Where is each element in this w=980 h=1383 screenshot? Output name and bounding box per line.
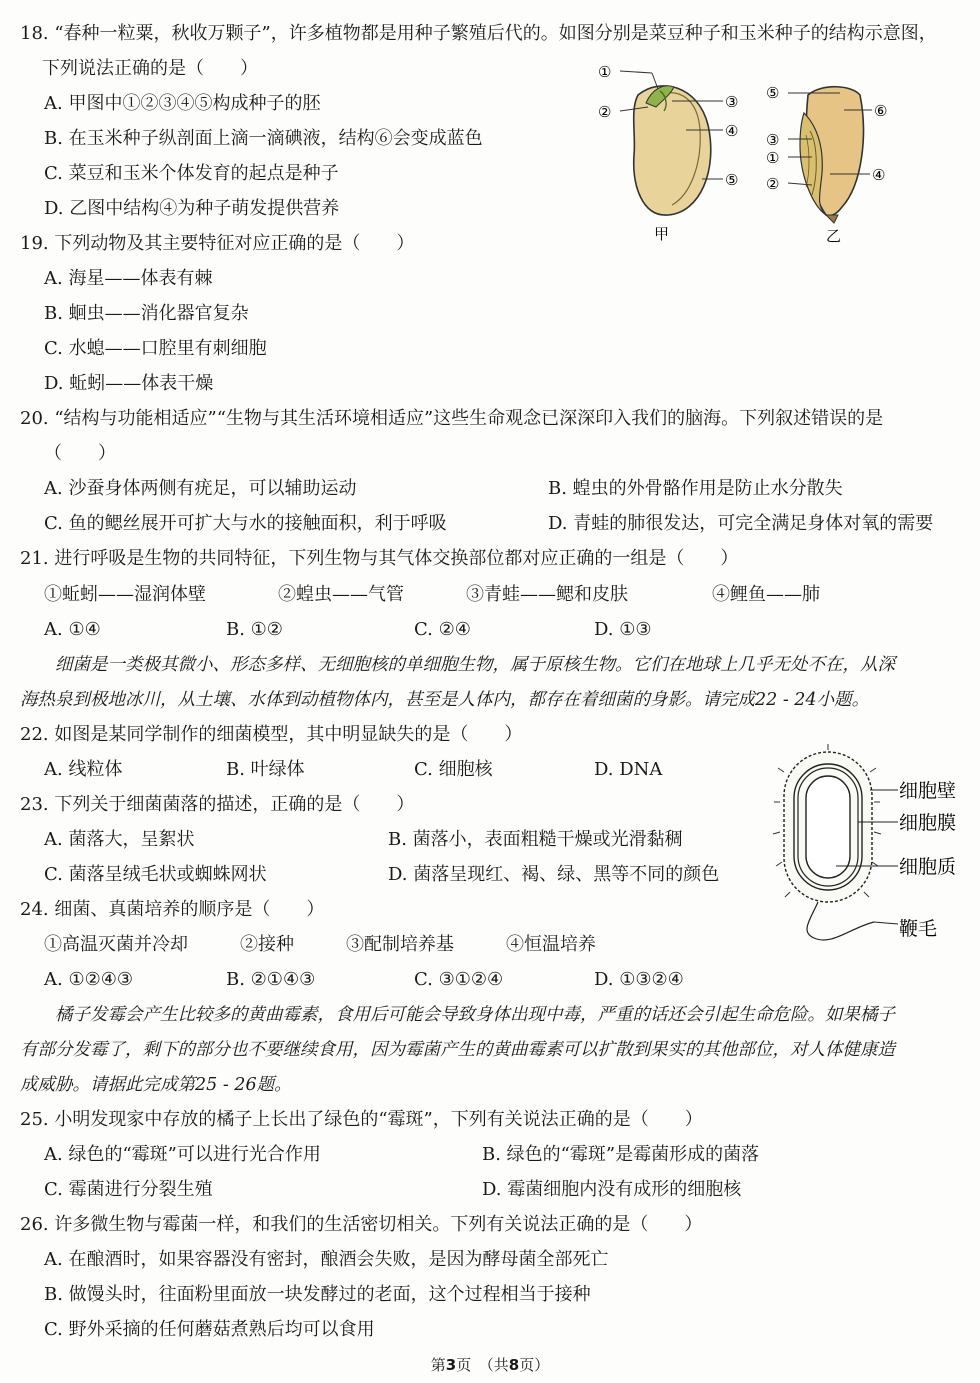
- q26-option-a: A. 在酿酒时，如果容器没有密封，酿酒会失败，是因为酵母菌全部死亡: [44, 1249, 609, 1270]
- q24-stem: 24. 细菌、真菌培养的顺序是（ ）: [20, 899, 325, 920]
- footer-suffix: 页）: [519, 1356, 550, 1374]
- q21-item-4: ④鲤鱼——肺: [712, 584, 820, 605]
- q23-option-a: A. 菌落大，呈絮状: [44, 829, 195, 850]
- bean-marker-2: ②: [598, 103, 612, 121]
- q24-item-4: ④恒温培养: [506, 934, 596, 955]
- q20-option-b: B. 蝗虫的外骨骼作用是防止水分散失: [548, 478, 843, 499]
- label-flagellum: 鞭毛: [899, 918, 938, 940]
- q20-option-c: C. 鱼的鳃丝展开可扩大与水的接触面积，利于呼吸: [44, 513, 447, 534]
- q24-option-b: B. ②①④③: [226, 969, 316, 990]
- q20-option-a: A. 沙蚕身体两侧有疣足，可以辅助运动: [44, 478, 357, 499]
- corn-seed-diagram: [788, 87, 872, 223]
- passage-bacteria-line1: 细菌是一类极其微小、形态多样、无细胞核的单细胞生物，属于原核生物。它们在地球上几乎无处不在，从深: [20, 655, 895, 675]
- bean-marker-1: ①: [598, 63, 612, 81]
- q19-option-d: D. 蚯蚓——体表干燥: [44, 373, 214, 394]
- q21-item-1: ①蚯蚓——湿润体壁: [44, 584, 206, 605]
- q22-option-d: D. DNA: [594, 759, 663, 780]
- q25-stem: 25. 小明发现家中存放的橘子上长出了绿色的“霉斑”，下列有关说法正确的是（ ）: [20, 1109, 703, 1130]
- q21-option-a: A. ①④: [44, 619, 101, 640]
- label-cell-wall: 细胞壁: [899, 780, 957, 802]
- bean-caption: 甲: [654, 225, 670, 243]
- q24-item-1: ①高温灭菌并冷却: [44, 934, 188, 955]
- bean-marker-3: ③: [725, 93, 739, 111]
- q24-option-d: D. ①③②④: [594, 969, 684, 990]
- q19-option-b: B. 蛔虫——消化器官复杂: [44, 303, 249, 324]
- q20-option-d: D. 青蛙的肺很发达，可完全满足身体对氧的需要: [548, 513, 934, 534]
- total-pages-number: 8: [508, 1356, 520, 1374]
- q24-option-c: C. ③①②④: [414, 969, 504, 990]
- q20-stem: 20. “结构与功能相适应”“生物与其生活环境相适应”这些生命观念已深深印入我们的脑海。下列叙述错误的是: [20, 408, 884, 429]
- q19-option-a: A. 海星——体表有棘: [44, 268, 213, 289]
- bacteria-cell-diagram: [773, 744, 898, 940]
- q18-stem-cont: 下列说法正确的是（ ）: [42, 58, 258, 79]
- q25-option-b: B. 绿色的“霉斑”是霉菌形成的菌落: [482, 1144, 760, 1165]
- q23-option-c: C. 菌落呈绒毛状或蜘蛛网状: [44, 864, 267, 885]
- q18-option-b: B. 在玉米种子纵剖面上滴一滴碘液，结构⑥会变成蓝色: [44, 128, 483, 149]
- q22-option-a: A. 线粒体: [44, 759, 123, 780]
- bean-seed-diagram: [620, 71, 723, 215]
- label-cytoplasm: 细胞质: [899, 856, 957, 878]
- q21-option-d: D. ①③: [594, 619, 652, 640]
- q25-option-d: D. 霉菌细胞内没有成形的细胞核: [482, 1179, 742, 1200]
- q21-stem: 21. 进行呼吸是生物的共同特征，下列生物与其气体交换部位都对应正确的一组是（ ）: [20, 548, 739, 569]
- footer-prefix: 第: [430, 1356, 446, 1374]
- q18-option-c: C. 菜豆和玉米个体发育的起点是种子: [44, 163, 339, 184]
- q19-option-c: C. 水螅——口腔里有刺细胞: [44, 338, 267, 359]
- q24-option-a: A. ①②④③: [44, 969, 133, 990]
- q21-option-b: B. ①②: [226, 619, 283, 640]
- q23-option-d: D. 菌落呈现红、褐、绿、黑等不同的颜色: [388, 864, 720, 885]
- corn-marker-1: ①: [766, 149, 780, 167]
- footer-middle: 页 （共: [456, 1356, 509, 1374]
- q25-option-c: C. 霉菌进行分裂生殖: [44, 1179, 213, 1200]
- q26-stem: 26. 许多微生物与霉菌一样，和我们的生活密切相关。下列有关说法正确的是（ ）: [20, 1214, 703, 1235]
- q22-stem: 22. 如图是某同学制作的细菌模型，其中明显缺失的是（ ）: [20, 724, 523, 745]
- corn-marker-6: ⑥: [874, 102, 888, 120]
- passage-mold-line2: 有部分发霉了，剩下的部分也不要继续食用，因为霉菌产生的黄曲霉素可以扩散到果实的其他部位，对人体健康造: [20, 1040, 895, 1060]
- q21-item-3: ③青蛙——鳃和皮肤: [466, 584, 628, 605]
- passage-bacteria-line2: 海热泉到极地冰川，从土壤、水体到动植物体内，甚至是人体内，都存在着细菌的身影。请完成22 - 24小题。: [20, 690, 870, 710]
- passage-mold-line3: 成威胁。请据此完成第25 - 26题。: [20, 1075, 292, 1095]
- q21-option-c: C. ②④: [414, 619, 471, 640]
- q24-item-2: ②接种: [240, 934, 294, 955]
- q18-option-a: A. 甲图中①②③④⑤构成种子的胚: [44, 93, 321, 114]
- q26-option-c: C. 野外采摘的任何蘑菇煮熟后均可以食用: [44, 1319, 375, 1340]
- q20-stem-cont: （ ）: [44, 443, 116, 464]
- current-page-number: 3: [445, 1356, 457, 1374]
- corn-marker-2: ②: [766, 175, 780, 193]
- bean-marker-4: ④: [725, 122, 739, 140]
- q18-option-d: D. 乙图中结构④为种子萌发提供营养: [44, 198, 340, 219]
- corn-marker-4: ④: [872, 166, 886, 184]
- label-cell-membrane: 细胞膜: [899, 812, 957, 834]
- corn-marker-5: ⑤: [766, 84, 780, 102]
- q18-stem: 18. “春种一粒粟，秋收万颗子”，许多植物都是用种子繁殖后代的。如图分别是菜豆种子和玉米种子的结构示意图，: [20, 23, 937, 44]
- q26-option-b: B. 做馒头时，往面粉里面放一块发酵过的老面，这个过程相当于接种: [44, 1284, 591, 1305]
- q19-stem: 19. 下列动物及其主要特征对应正确的是（ ）: [20, 233, 415, 254]
- q22-option-b: B. 叶绿体: [226, 759, 305, 780]
- page-footer: [0, 1354, 980, 1375]
- passage-mold-line1: 橘子发霉会产生比较多的黄曲霉素，食用后可能会导致身体出现中毒，严重的话还会引起生命危险。如果橘子: [20, 1005, 895, 1025]
- seed-structure-figure: [590, 55, 910, 250]
- q25-option-a: A. 绿色的“霉斑”可以进行光合作用: [44, 1144, 321, 1165]
- q21-item-2: ②蝗虫——气管: [278, 584, 404, 605]
- q22-option-c: C. 细胞核: [414, 759, 493, 780]
- q23-option-b: B. 菌落小，表面粗糙干燥或光滑黏稠: [388, 829, 683, 850]
- q24-item-3: ③配制培养基: [346, 934, 454, 955]
- bean-marker-5: ⑤: [725, 171, 739, 189]
- corn-marker-3: ③: [766, 131, 780, 149]
- q23-stem: 23. 下列关于细菌菌落的描述，正确的是（ ）: [20, 794, 415, 815]
- corn-caption: 乙: [826, 227, 842, 245]
- bacteria-model-figure: [770, 742, 975, 950]
